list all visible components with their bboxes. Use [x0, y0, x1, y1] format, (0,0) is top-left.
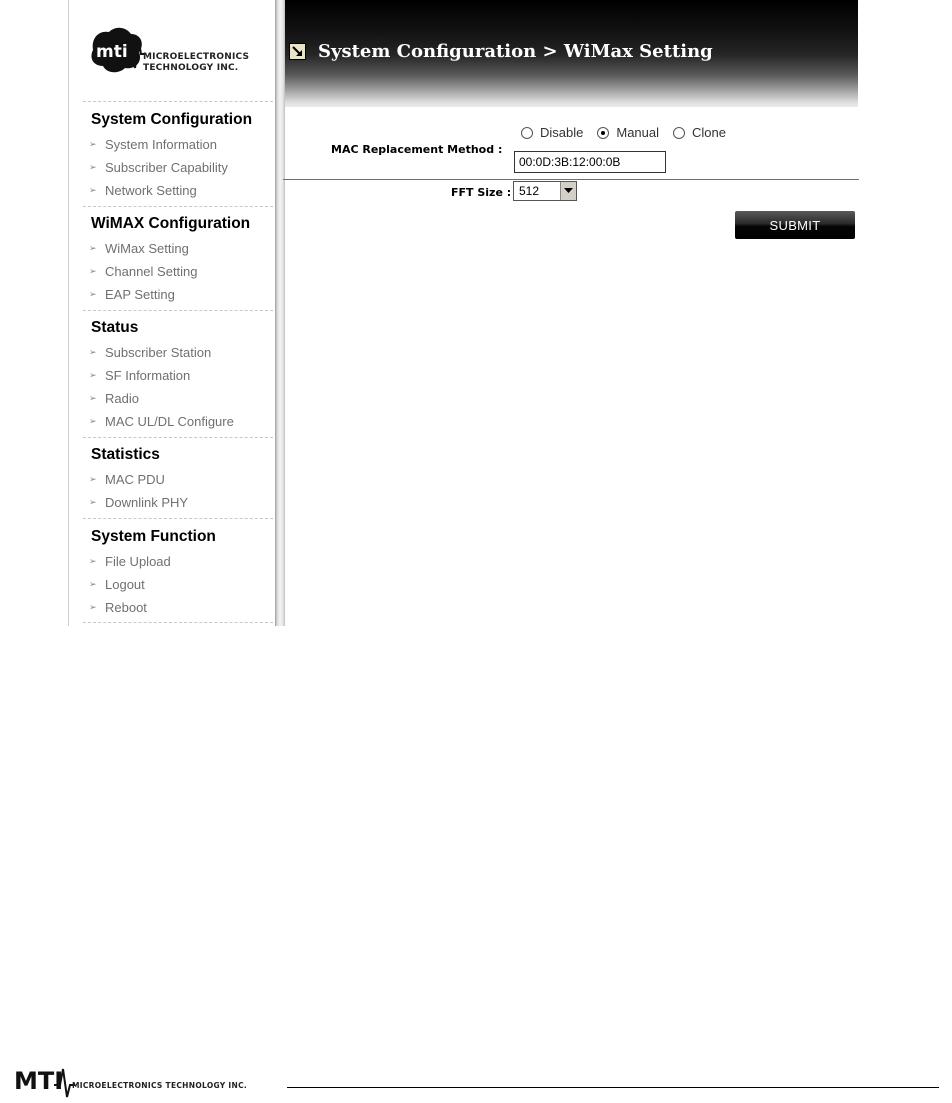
sidebar-item-label: SF Information: [105, 367, 191, 383]
chevron-right-icon: ➢: [89, 601, 97, 612]
sidebar-item-wimax-setting[interactable]: [89, 238, 189, 258]
sidebar-edge: [275, 0, 285, 626]
chevron-right-icon: ➢: [89, 392, 97, 403]
sidebar-item-reboot[interactable]: [89, 597, 147, 617]
sidebar-item-subscriber-capability[interactable]: [89, 157, 228, 177]
arrow-down-right-icon: [289, 43, 306, 60]
form-divider: [283, 179, 859, 180]
chevron-right-icon: ➢: [89, 473, 97, 484]
logo-text: [143, 52, 249, 74]
caret-down-icon[interactable]: [560, 182, 576, 200]
chevron-right-icon: ➢: [89, 242, 97, 253]
footer-logo-initials: MTI: [14, 1067, 64, 1095]
fft-size-value: 512: [519, 184, 540, 198]
sidebar-item-label: Subscriber Station: [105, 344, 212, 360]
logo-name-line1: MICROELECTRONICS: [143, 52, 250, 62]
chevron-right-icon: ➢: [89, 496, 97, 507]
sidebar-item-label: WiMax Setting: [105, 240, 189, 256]
sidebar-item-label: Downlink PHY: [105, 494, 189, 510]
chevron-right-icon: ➢: [89, 578, 97, 589]
mac-address-input[interactable]: [514, 151, 666, 173]
group-title-wimax-configuration: WiMAX Configuration: [91, 215, 251, 232]
radio-disable-label: Disable: [540, 125, 584, 140]
sidebar-divider: [83, 518, 273, 519]
sidebar-item-mac-pdu[interactable]: [89, 469, 165, 489]
sidebar-item-logout[interactable]: [89, 574, 145, 594]
sidebar-item-label: EAP Setting: [105, 286, 175, 302]
group-title-system-configuration: System Configuration: [91, 111, 253, 128]
sidebar-item-sf-information[interactable]: [89, 365, 190, 385]
group-title-status: Status: [91, 319, 139, 336]
page-header: [285, 0, 858, 107]
footer-logo-mark: [14, 1063, 76, 1099]
chevron-right-icon: ➢: [89, 415, 97, 426]
fft-size-label: FFT Size :: [451, 186, 512, 199]
footer-rule: [287, 1087, 939, 1088]
chevron-right-icon: ➢: [89, 555, 97, 566]
sidebar-item-label: Network Setting: [105, 182, 197, 198]
chevron-right-icon: ➢: [89, 138, 97, 149]
sidebar-item-label: System Information: [105, 136, 217, 152]
fft-size-select[interactable]: [513, 181, 577, 201]
submit-button[interactable]: SUBMIT: [735, 211, 855, 239]
mti-logo-mark: [87, 24, 145, 74]
sidebar-item-radio[interactable]: [89, 388, 139, 408]
group-title-system-function: System Function: [91, 528, 216, 545]
sidebar-divider: [83, 101, 273, 102]
mac-replacement-label: MAC Replacement Method :: [331, 143, 503, 156]
radio-manual[interactable]: [597, 127, 609, 139]
sidebar-item-label: MAC PDU: [105, 471, 165, 487]
sidebar-item-downlink-phy[interactable]: [89, 492, 188, 512]
sidebar-divider: [83, 437, 273, 438]
radio-clone[interactable]: [673, 127, 685, 139]
sidebar-item-eap-setting[interactable]: [89, 284, 175, 304]
sidebar: [68, 0, 275, 626]
radio-clone-label: Clone: [692, 125, 726, 140]
sidebar-divider: [83, 622, 273, 623]
chevron-right-icon: ➢: [89, 161, 97, 172]
group-title-statistics: Statistics: [91, 446, 160, 463]
sidebar-item-label: File Upload: [105, 553, 171, 569]
chevron-right-icon: ➢: [89, 346, 97, 357]
sidebar-item-network-setting[interactable]: [89, 180, 197, 200]
sidebar-divider: [83, 206, 273, 207]
sidebar-item-label: Reboot: [105, 599, 147, 615]
sidebar-item-system-information[interactable]: [89, 134, 217, 154]
mac-method-radio-group: [521, 125, 740, 140]
logo-name-line2: TECHNOLOGY INC.: [143, 63, 239, 73]
footer-company-name: MICROELECTRONICS TECHNOLOGY INC.: [72, 1081, 248, 1090]
svg-text:mti: mti: [96, 42, 128, 62]
sidebar-item-subscriber-station[interactable]: [89, 342, 211, 362]
chevron-right-icon: ➢: [89, 288, 97, 299]
sidebar-item-label: Radio: [105, 390, 139, 406]
radio-disable[interactable]: [521, 127, 533, 139]
sidebar-item-channel-setting[interactable]: [89, 261, 198, 281]
sidebar-item-label: Logout: [105, 576, 145, 592]
sidebar-item-label: Channel Setting: [105, 263, 198, 279]
sidebar-divider: [83, 310, 273, 311]
company-logo: [83, 20, 273, 92]
page-title: System Configuration > WiMax Setting: [318, 41, 713, 62]
chevron-right-icon: ➢: [89, 265, 97, 276]
sidebar-item-label: MAC UL/DL Configure: [105, 413, 234, 429]
sidebar-item-mac-ul-dl-configure[interactable]: [89, 411, 234, 431]
sidebar-item-label: Subscriber Capability: [105, 159, 228, 175]
chevron-right-icon: ➢: [89, 184, 97, 195]
radio-manual-label: Manual: [616, 125, 659, 140]
sidebar-item-file-upload[interactable]: [89, 551, 171, 571]
chevron-right-icon: ➢: [89, 369, 97, 380]
